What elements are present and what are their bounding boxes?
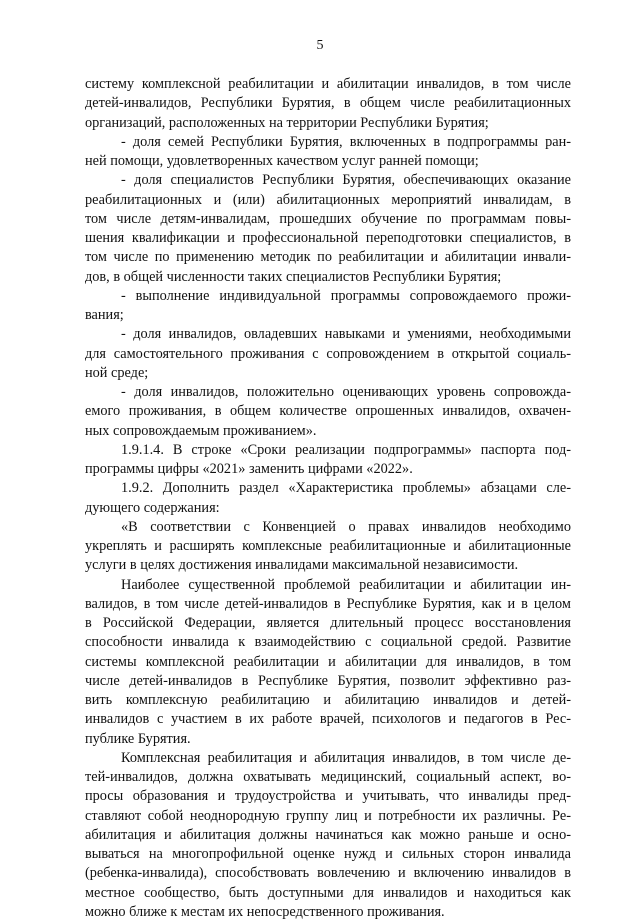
text-line: валидов, в том числе детей-инвалидов в Республике Бурятия, как и в целом bbox=[85, 595, 571, 612]
text-line: способности инвалида к взаимодействию с социальной средой. Развитие bbox=[85, 634, 571, 651]
text-line: системы комплексной реабилитации и абилитации для инвалидов, в том bbox=[85, 653, 571, 670]
paragraph bbox=[85, 171, 571, 287]
text-line: - доля семей Республики Бурятия, включенных в подпрограммы ран- bbox=[121, 133, 571, 150]
text-line: 1.9.1.4. В строке «Сроки реализации подпрограммы» паспорта под- bbox=[121, 441, 571, 458]
text-line: детей-инвалидов, Республики Бурятия, в общем числе реабилитационных bbox=[85, 95, 571, 112]
text-line: - доля специалистов Республики Бурятия, обеспечивающих оказание bbox=[121, 172, 571, 189]
text-line: для самостоятельного проживания с сопровождением в открытой социаль- bbox=[85, 345, 571, 362]
text-line: шения квалификации и профессиональной переподготовки специалистов, в bbox=[85, 230, 571, 246]
paragraph bbox=[85, 749, 571, 922]
text-line: (ребенка-инвалида), способствовать вовлечению и включению инвалидов в bbox=[85, 865, 571, 882]
text-line: - доля инвалидов, положительно оценивающих уровень сопровожда- bbox=[121, 384, 571, 400]
text-line: программы цифры «2021» заменить цифрами «2022». bbox=[85, 461, 413, 477]
paragraph bbox=[85, 518, 571, 576]
text-line: Комплексная реабилитация и абилитация инвалидов, в том числе де- bbox=[121, 749, 571, 766]
text-line: ной среде; bbox=[85, 364, 149, 381]
text-line: абилитация и абилитация должны начинаться как можно раньше и осно- bbox=[85, 826, 571, 843]
text-line: том числе детям-инвалидам, прошедших обучение по программам повы- bbox=[85, 210, 571, 227]
paragraph bbox=[85, 287, 571, 326]
text-line: услуги в целях достижения инвалидами максимальной независимости. bbox=[85, 557, 519, 574]
text-line: в Российской Федерации, является длительный процесс восстановления bbox=[85, 615, 571, 631]
text-line: систему комплексной реабилитации и абилитации инвалидов, в том числе bbox=[85, 76, 571, 92]
text-line: укреплять и расширять комплексные реабилитационные и абилитационные bbox=[85, 538, 571, 554]
text-line: ней помощи, удовлетворенных качеством услуг ранней помощи; bbox=[85, 153, 479, 169]
paragraph bbox=[85, 479, 571, 518]
text-line: вить комплексную реабилитацию и абилитацию инвалидов и детей- bbox=[85, 692, 571, 708]
text-line: организаций, расположенных на территории Республики Бурятия; bbox=[85, 114, 489, 131]
text-line: том числе по применению методик по реабилитации и абилитации инвали- bbox=[85, 249, 571, 266]
text-line: - доля инвалидов, овладевших навыками и умениями, необходимыми bbox=[121, 326, 571, 343]
text-line: дующего содержания: bbox=[85, 499, 220, 516]
document-body bbox=[85, 75, 571, 922]
text-line: местное сообщество, быть доступными для инвалидов и находиться как bbox=[85, 884, 571, 901]
text-line: просы образования и трудоустройства и учитывать, что инвалиды пред- bbox=[85, 788, 571, 805]
text-line: ных сопровождаемым проживанием». bbox=[85, 422, 317, 439]
text-line: вываться на многопрофильной оценке нужд и сильных сторон инвалида bbox=[85, 846, 571, 862]
paragraph bbox=[85, 441, 571, 480]
text-line: ставляют собой неоднородную группу лиц и потребности их различны. Ре- bbox=[85, 807, 571, 824]
text-line: - выполнение индивидуальной программы сопровождаемого прожи- bbox=[121, 287, 571, 304]
paragraph bbox=[85, 325, 571, 383]
text-line: публике Бурятия. bbox=[85, 730, 191, 747]
text-line: дов, в общей численности таких специалистов Республики Бурятия; bbox=[85, 268, 502, 285]
paragraph bbox=[85, 383, 571, 441]
text-line: емого проживания, в общем количестве опрошенных инвалидов, охвачен- bbox=[85, 403, 571, 420]
paragraph bbox=[85, 576, 571, 749]
paragraph bbox=[85, 75, 571, 133]
text-line: 1.9.2. Дополнить раздел «Характеристика проблемы» абзацами сле- bbox=[121, 480, 571, 497]
text-line: «В соответствии с Конвенцией о правах инвалидов необходимо bbox=[121, 518, 571, 535]
page-number: 5 bbox=[316, 38, 324, 53]
text-line: Наиболее существенной проблемой реабилитации и абилитации ин- bbox=[121, 576, 571, 593]
paragraph bbox=[85, 133, 571, 172]
text-line: числе детей-инвалидов в Республике Бурятия, позволит эффективно раз- bbox=[85, 672, 571, 689]
text-line: инвалидов с участием в их работе врачей, психологов и педагогов в Рес- bbox=[85, 711, 571, 728]
text-line: вания; bbox=[85, 307, 124, 323]
text-line: можно ближе к местам их непосредственного проживания. bbox=[85, 903, 445, 920]
text-line: реабилитационных и (или) абилитационных мероприятий инвалидам, в bbox=[85, 191, 571, 208]
text-line: тей-инвалидов, должна охватывать медицинский, социальный аспект, во- bbox=[85, 769, 571, 785]
